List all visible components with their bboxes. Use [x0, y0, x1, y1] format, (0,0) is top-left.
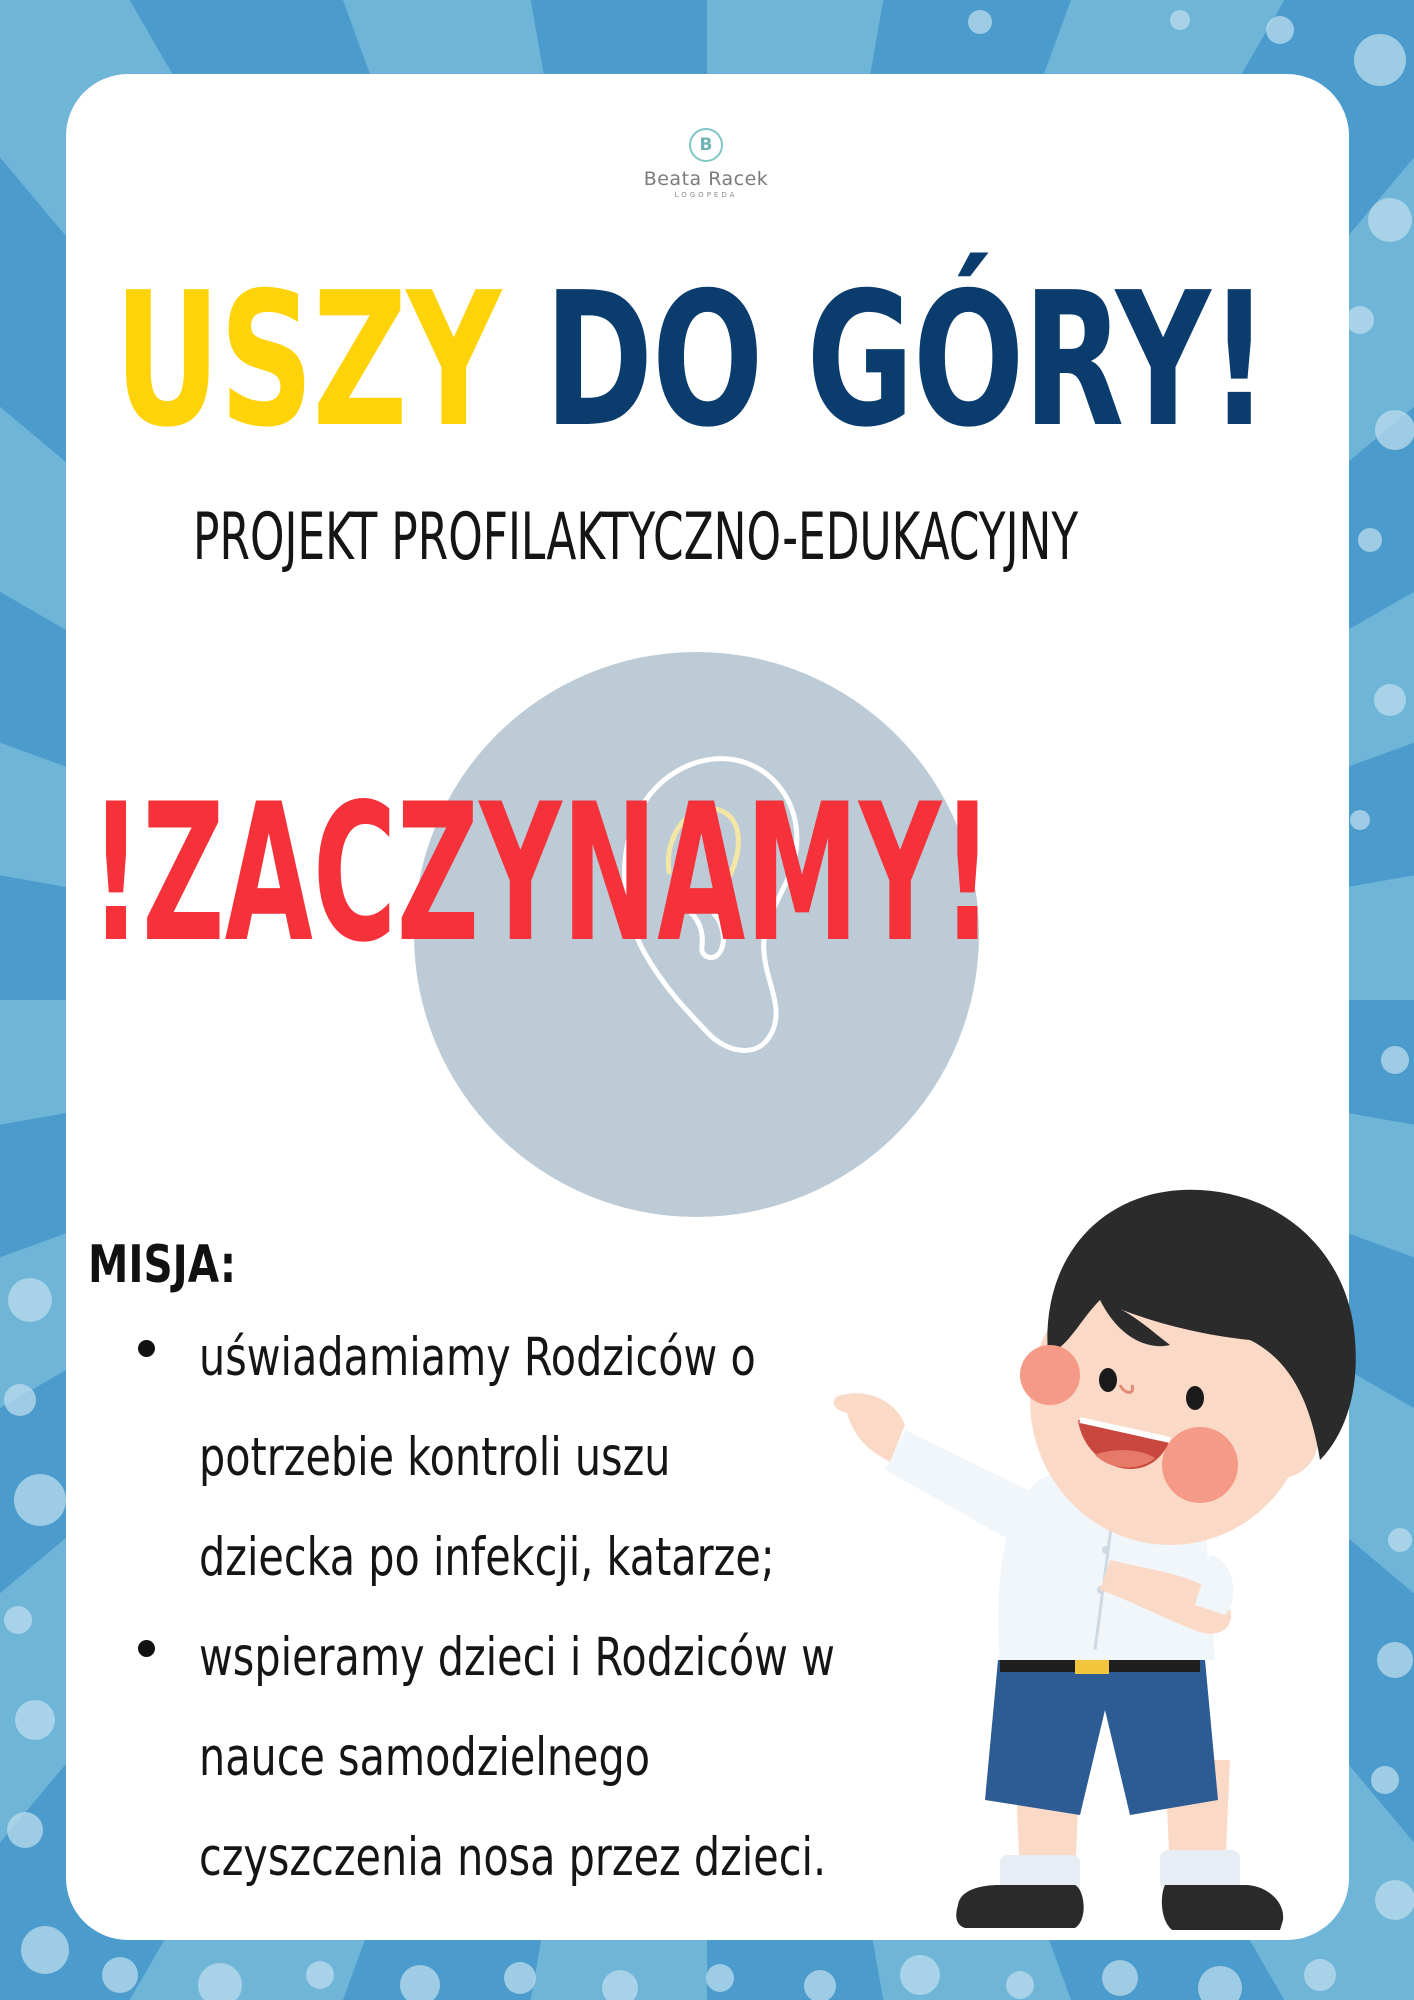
background-bubble	[1354, 34, 1406, 86]
background-bubble	[1350, 810, 1370, 830]
background-bubble	[1388, 1528, 1412, 1552]
background-bubble	[1170, 10, 1190, 30]
logo-b-icon: B	[689, 128, 723, 162]
background-bubble	[1375, 1880, 1414, 1920]
background-bubble	[1346, 306, 1374, 334]
background-bubble	[706, 1964, 734, 1992]
background-bubble	[1371, 1766, 1399, 1794]
background-bubble	[102, 1957, 138, 1993]
background-bubble	[1375, 410, 1414, 450]
background-bubble	[1102, 1960, 1138, 1996]
background-bubble	[1381, 1046, 1409, 1074]
background-bubble	[1374, 684, 1406, 716]
background-bubble	[8, 1278, 52, 1322]
logo-name: Beata Racek	[643, 168, 769, 190]
background-bubble	[306, 1961, 334, 1989]
list-item-line: czyszczenia nosa przez dzieci.	[199, 1827, 827, 1888]
background-bubble	[1304, 1959, 1336, 1991]
list-item-line: dziecka po infekcji, katarze;	[199, 1527, 775, 1588]
logo	[626, 128, 786, 199]
background-bubble	[15, 1700, 55, 1740]
background-bubble	[900, 1955, 940, 1995]
background-bubble	[968, 10, 992, 34]
background-bubble	[1377, 1642, 1413, 1678]
background-bubble	[1368, 198, 1412, 242]
bullet-icon	[138, 1340, 155, 1357]
list-item-line: potrzebie kontroli uszu	[199, 1427, 671, 1488]
mission-list	[132, 1308, 1132, 1908]
background-bubble	[504, 1962, 536, 1994]
poster-card	[66, 74, 1349, 1940]
project-subtitle: PROJEKT PROFILAKTYCZNO-EDUKACYJNY	[193, 500, 1079, 575]
title-word-navy: DO GÓRY!	[544, 252, 1268, 468]
logo-subtitle: LOGOPEDA	[674, 191, 738, 199]
background-bubble	[21, 1926, 69, 1974]
background-bubble	[1358, 528, 1382, 552]
title-word-yellow: USZY	[114, 252, 500, 468]
list-item-line: uświadamiamy Rodziców o	[199, 1327, 756, 1388]
background-bubble	[14, 1474, 66, 1526]
background-bubble	[1006, 1971, 1034, 1999]
list-item-line: nauce samodzielnego	[199, 1727, 650, 1788]
background-bubble	[7, 1812, 43, 1848]
bullet-icon	[138, 1640, 155, 1657]
background-bubble	[4, 1606, 32, 1634]
page-title	[114, 250, 1268, 470]
list-item	[132, 1308, 1132, 1608]
list-item-line: wspieramy dzieci i Rodziców w	[199, 1627, 835, 1688]
announcement-text: !ZACZYNAMY!	[90, 763, 994, 984]
list-item	[132, 1608, 1132, 1908]
mission-heading: MISJA:	[88, 1235, 237, 1295]
background-bubble	[4, 1384, 36, 1416]
background-bubble	[1266, 16, 1294, 44]
